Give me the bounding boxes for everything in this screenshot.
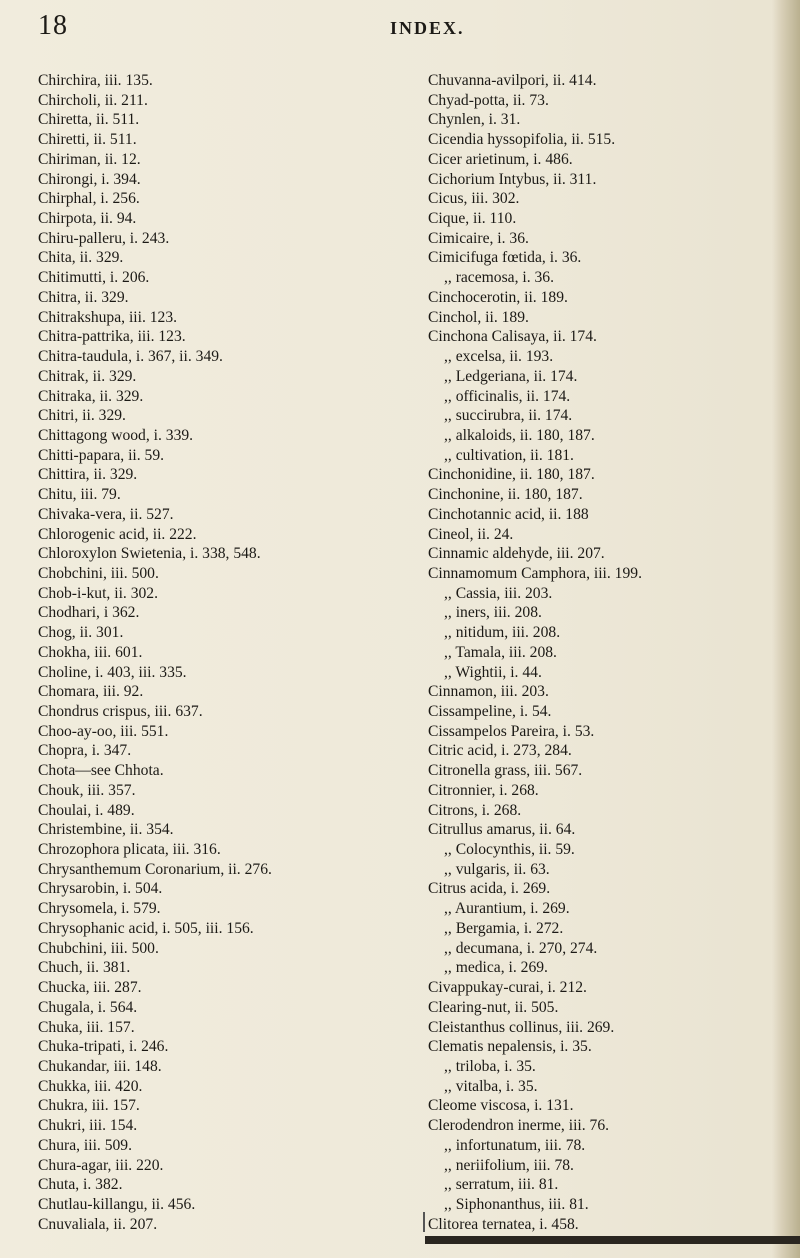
index-subentry: ,, iners, iii. 208. [444, 604, 542, 622]
index-entry: Cinchol, ii. 189. [428, 308, 529, 326]
index-subentry: ,, Siphonanthus, iii. 81. [444, 1195, 589, 1213]
index-entry: Chirpota, ii. 94. [38, 210, 137, 228]
index-entry: Chloroxylon Swietenia, i. 338, 548. [38, 545, 261, 563]
index-entry: Chitra-pattrika, iii. 123. [38, 328, 186, 346]
index-entry: Chukka, iii. 420. [38, 1077, 143, 1095]
index-entry: Citronella grass, iii. 567. [428, 762, 583, 780]
index-entry: Chiretti, ii. 511. [38, 131, 137, 149]
index-entry: Citrus acida, i. 269. [428, 880, 551, 898]
index-entry: Cimicifuga fœtida, i. 36. [428, 249, 582, 267]
index-entry: Choo-ay-oo, iii. 551. [38, 722, 169, 740]
index-entry: Clematis nepalensis, i. 35. [428, 1038, 592, 1056]
index-entry: Chiru-palleru, i. 243. [38, 229, 170, 247]
index-entry: Cimicaire, i. 36. [428, 229, 529, 247]
index-entry: Chura, iii. 509. [38, 1136, 132, 1154]
index-entry: Chukra, iii. 157. [38, 1097, 140, 1115]
index-entry: Chugala, i. 564. [38, 998, 138, 1016]
index-subentry: ,, Aurantium, i. 269. [444, 900, 570, 918]
index-entry: Citronnier, i. 268. [428, 781, 539, 799]
index-entry: Chirchira, iii. 135. [38, 72, 153, 89]
index-entry: Chrysanthemum Coronarium, ii. 276. [38, 860, 272, 878]
index-entry: Chrysomela, i. 579. [38, 900, 161, 918]
index-entry: Citric acid, i. 273, 284. [428, 742, 572, 760]
index-entry: Chyad-potta, ii. 73. [428, 91, 549, 109]
index-subentry: ,, racemosa, i. 36. [444, 269, 554, 287]
index-entry: Chiretta, ii. 511. [38, 111, 140, 129]
index-entry: Cissampeline, i. 54. [428, 703, 552, 720]
index-entry: Chirongi, i. 394. [38, 170, 141, 188]
index-entry: Chitimutti, i. 206. [38, 269, 150, 287]
column-divider-mark [423, 1212, 425, 1232]
index-subentry: ,, excelsa, ii. 193. [444, 348, 554, 366]
index-entry: Cicus, iii. 302. [428, 190, 520, 208]
index-entry: Chuka-tripati, i. 246. [38, 1038, 169, 1056]
index-entry: Cique, ii. 110. [428, 210, 517, 228]
index-subentry: ,, triloba, i. 35. [444, 1057, 536, 1075]
index-entry: Chrozophora plicata, iii. 316. [38, 841, 221, 859]
index-subentry: ,, Colocynthis, ii. 59. [444, 841, 575, 859]
index-entry: Chobchini, iii. 500. [38, 564, 159, 582]
index-entry: Cinchocerotin, ii. 189. [428, 288, 568, 306]
index-entry: Chitri, ii. 329. [38, 407, 126, 425]
index-entry: Chircholi, ii. 211. [38, 91, 148, 109]
index-entry: Cicendia hyssopifolia, ii. 515. [428, 131, 616, 149]
index-entry: Chivaka-vera, ii. 527. [38, 505, 174, 523]
index-entry: Chittira, ii. 329. [38, 466, 138, 484]
page-number: 18 [38, 10, 68, 41]
index-entry: Chuvanna-avilpori, ii. 414. [428, 72, 597, 89]
index-entry: Chucka, iii. 287. [38, 979, 142, 997]
index-entry: Chukandar, iii. 148. [38, 1057, 162, 1075]
index-entry: Cinnamic aldehyde, iii. 207. [428, 545, 605, 563]
index-entry: Chota—see Chhota. [38, 762, 164, 780]
index-entry: Chog, ii. 301. [38, 624, 124, 642]
index-entry: Clerodendron inerme, iii. 76. [428, 1117, 610, 1135]
index-entry: Chitrak, ii. 329. [38, 367, 137, 385]
index-entry: Chitrakshupa, iii. 123. [38, 308, 178, 326]
index-entry: Chukri, iii. 154. [38, 1117, 138, 1135]
index-subentry: ,, neriifolium, iii. 78. [444, 1156, 574, 1174]
index-entry: Chittagong wood, i. 339. [38, 426, 194, 444]
index-entry: Cnuvaliala, ii. 207. [38, 1215, 158, 1233]
index-entry: Chondrus crispus, iii. 637. [38, 703, 203, 720]
index-entry: Cinchotannic acid, ii. 188 [428, 505, 589, 523]
index-entry: Cleistanthus collinus, iii. 269. [428, 1018, 615, 1036]
index-entry: Chouk, iii. 357. [38, 781, 136, 799]
index-subentry: ,, alkaloids, ii. 180, 187. [444, 426, 595, 444]
index-entry: Cinnamon, iii. 203. [428, 683, 549, 701]
index-subentry: ,, nitidum, iii. 208. [444, 624, 561, 642]
index-entry: Cissampelos Pareira, i. 53. [428, 722, 595, 740]
index-entry: Chrysarobin, i. 504. [38, 880, 163, 898]
index-subentry: ,, officinalis, ii. 174. [444, 387, 571, 405]
index-entry: Cleome viscosa, i. 131. [428, 1097, 574, 1115]
index-entry: Clearing-nut, ii. 505. [428, 998, 559, 1016]
index-entry: Cinnamomum Camphora, iii. 199. [428, 564, 642, 582]
index-entry: Cinchonidine, ii. 180, 187. [428, 466, 595, 484]
index-entry: Civappukay-curai, i. 212. [428, 979, 587, 997]
index-entry: Chuta, i. 382. [38, 1176, 123, 1194]
index-entry: Citrullus amarus, ii. 64. [428, 821, 576, 839]
index-entry: Cinchona Calisaya, ii. 174. [428, 328, 597, 346]
index-entry: Cicer arietinum, i. 486. [428, 150, 573, 168]
index-entry: Chokha, iii. 601. [38, 643, 143, 661]
index-subentry: ,, medica, i. 269. [444, 959, 548, 977]
index-subentry: ,, Cassia, iii. 203. [444, 584, 553, 602]
index-entry: Chynlen, i. 31. [428, 111, 521, 129]
index-subentry: ,, decumana, i. 270, 274. [444, 939, 598, 957]
index-entry: Chita, ii. 329. [38, 249, 124, 267]
index-entry: Choulai, i. 489. [38, 801, 135, 819]
index-entry: Christembine, ii. 354. [38, 821, 174, 839]
index-entry: Chitti-papara, ii. 59. [38, 446, 165, 464]
index-entry: Chuch, ii. 381. [38, 959, 131, 977]
index-entry: Chitraka, ii. 329. [38, 387, 144, 405]
index-entry: Chitra-taudula, i. 367, ii. 349. [38, 348, 223, 366]
index-subentry: ,, serratum, iii. 81. [444, 1176, 559, 1194]
index-entry: Cinchonine, ii. 180, 187. [428, 486, 583, 504]
index-entry: Chuka, iii. 157. [38, 1018, 135, 1036]
index-subentry: ,, cultivation, ii. 181. [444, 446, 574, 464]
index-entry: Choline, i. 403, iii. 335. [38, 663, 187, 681]
index-subentry: ,, Ledgeriana, ii. 174. [444, 367, 578, 385]
index-entry: Chlorogenic acid, ii. 222. [38, 525, 197, 543]
index-entry: Chitu, iii. 79. [38, 486, 121, 504]
index-entry: Chob-i-kut, ii. 302. [38, 584, 158, 602]
index-entry: Chiriman, ii. 12. [38, 150, 141, 168]
index-entry: Chomara, iii. 92. [38, 683, 144, 701]
index-subentry: ,, infortunatum, iii. 78. [444, 1136, 586, 1154]
index-entry: Cichorium Intybus, ii. 311. [428, 170, 597, 188]
running-head: INDEX. [390, 18, 465, 38]
index-entry: Citrons, i. 268. [428, 801, 522, 819]
index-entry: Chubchini, iii. 500. [38, 939, 159, 957]
index-entry: Chopra, i. 347. [38, 742, 132, 760]
index-column-left [38, 71, 410, 1234]
index-entry: Cineol, ii. 24. [428, 525, 514, 543]
index-subentry: ,, Tamala, iii. 208. [444, 643, 557, 661]
index-subentry: ,, succirubra, ii. 174. [444, 407, 573, 425]
index-entry: Chirphal, i. 256. [38, 190, 140, 208]
bottom-rule [425, 1236, 800, 1244]
index-subentry: ,, vulgaris, ii. 63. [444, 860, 550, 878]
index-entry: Clitorea ternatea, i. 458. [428, 1215, 579, 1233]
index-subentry: ,, Bergamia, i. 272. [444, 919, 564, 937]
index-entry: Chitra, ii. 329. [38, 288, 129, 306]
index-subentry: ,, Wightii, i. 44. [444, 663, 542, 681]
index-entry: Chrysophanic acid, i. 505, iii. 156. [38, 919, 254, 937]
index-subentry: ,, vitalba, i. 35. [444, 1077, 538, 1095]
index-column-right [428, 71, 788, 1234]
index-entry: Chutlau-killangu, ii. 456. [38, 1195, 196, 1213]
index-entry: Chodhari, i 362. [38, 604, 140, 622]
index-entry: Chura-agar, iii. 220. [38, 1156, 164, 1174]
